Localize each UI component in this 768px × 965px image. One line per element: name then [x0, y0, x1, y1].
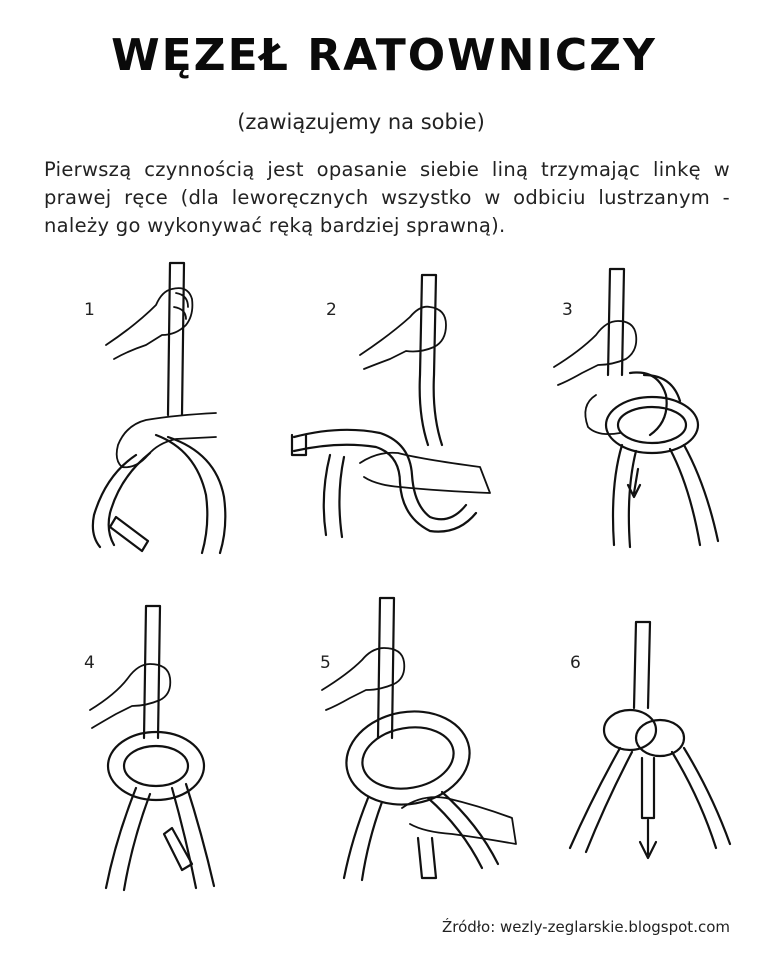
- source-credit: Źródło: wezly-zeglarskie.blogspot.com: [441, 918, 730, 936]
- step-illustration-3: [540, 255, 760, 555]
- page-title: WĘZEŁ RATOWNICZY: [111, 30, 657, 81]
- step-illustration-4: [76, 598, 296, 898]
- step-illustration-1: [76, 255, 296, 555]
- step-number: 1: [84, 300, 95, 320]
- step-illustration-2: [280, 255, 500, 555]
- step-number: 2: [326, 300, 337, 320]
- step-2-drawing: [280, 255, 500, 555]
- step-number: 5: [320, 653, 331, 673]
- step-5-drawing: [312, 588, 532, 888]
- intro-paragraph: Pierwszą czynnością jest opasanie siebie liną trzymając linkę w prawej ręce (dla leworęcznych wszystko w odbiciu lustrzanym - należy go wykonywać ręką bardziej sprawną).: [44, 158, 730, 237]
- step-number: 6: [570, 653, 581, 673]
- step-6-drawing: [540, 598, 760, 898]
- step-number: 3: [562, 300, 573, 320]
- step-illustration-6: [540, 598, 760, 898]
- step-1-drawing: [76, 255, 296, 555]
- step-4-drawing: [76, 598, 296, 898]
- step-number: 4: [84, 653, 95, 673]
- step-illustration-5: [312, 588, 532, 888]
- page-subtitle: (zawiązujemy na sobie): [237, 110, 485, 134]
- step-3-drawing: [540, 255, 760, 555]
